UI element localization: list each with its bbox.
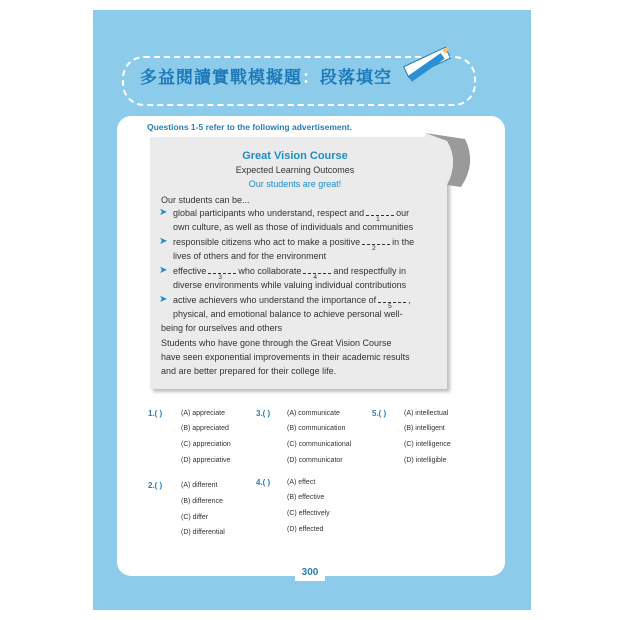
question-5-label: 5.( ): [372, 409, 387, 418]
question-3-option-c[interactable]: (C) communicational: [287, 441, 352, 448]
title-subtitle: 段落填空: [320, 68, 392, 88]
page-title: [140, 63, 392, 88]
question-4-option-a[interactable]: (A) effect: [287, 479, 316, 486]
arrow-icon: ➤: [159, 236, 168, 247]
blank-number: 1: [376, 216, 380, 223]
ad-tagline: Our students are great!: [248, 179, 342, 189]
bullet-2-line-1: [173, 237, 415, 252]
title-colon: ：: [302, 68, 320, 88]
bullet-text: in the: [392, 237, 415, 247]
bullet-text: our: [396, 208, 410, 218]
page-number: 300: [295, 565, 325, 581]
question-4-label: 4.( ): [256, 478, 271, 487]
closing-line-1: Students who have gone through the Great Vision Course: [161, 338, 392, 348]
question-2-option-c[interactable]: (C) differ: [181, 514, 209, 521]
arrow-icon: ➤: [159, 207, 168, 218]
bullet-text: active achievers who understand the importance of: [173, 295, 377, 305]
bullet-4-line-3: being for ourselves and others: [161, 323, 283, 333]
question-4-option-d[interactable]: (D) effected: [287, 526, 324, 533]
question-5-option-c[interactable]: (C) intelligence: [404, 441, 451, 448]
blank-5: [378, 295, 406, 310]
ad-intro: Our students can be...: [161, 195, 250, 205]
question-3-label: 3.( ): [256, 409, 271, 418]
ad-subtitle: Expected Learning Outcomes: [235, 165, 355, 175]
blank-number: 2: [372, 245, 376, 252]
question-2-option-d[interactable]: (D) differential: [181, 529, 225, 536]
question-2-label: 2.( ): [148, 481, 163, 490]
bullet-2-line-2: lives of others and for the environment: [173, 251, 327, 261]
blank-number: 3: [218, 274, 222, 281]
question-1-label: 1.( ): [148, 409, 163, 418]
blank-number: 5: [388, 303, 392, 310]
arrow-icon: ➤: [159, 294, 168, 305]
bullet-4-line-1: [173, 295, 411, 310]
bullet-text: global participants who understand, respect and: [173, 208, 365, 218]
bullet-3-line-1: [173, 266, 406, 281]
question-1-option-d[interactable]: (D) appreciative: [181, 457, 231, 464]
question-2-option-a[interactable]: (A) different: [181, 482, 218, 489]
question-4-option-b[interactable]: (B) effective: [287, 494, 325, 501]
bullet-text: and respectfully in: [333, 266, 406, 276]
question-4-option-c[interactable]: (C) effectively: [287, 510, 330, 517]
question-1-option-a[interactable]: (A) appreciate: [181, 410, 225, 417]
blank-3: [208, 266, 236, 281]
question-3-option-d[interactable]: (D) communicator: [287, 457, 343, 464]
title-main: 多益閱讀實戰模擬題: [140, 68, 302, 88]
question-3-option-b[interactable]: (B) communication: [287, 425, 346, 432]
question-1-option-c[interactable]: (C) appreciation: [181, 441, 231, 448]
question-3-option-a[interactable]: (A) communicate: [287, 410, 340, 417]
closing-line-3: and are better prepared for their college life.: [161, 366, 337, 376]
pencil-ruler-icon: [398, 42, 458, 92]
ad-title: Great Vision Course: [242, 150, 348, 162]
bullet-4-line-2: physical, and emotional balance to achieve personal well-: [173, 309, 403, 319]
question-2-option-b[interactable]: (B) difference: [181, 498, 223, 505]
blank-1: [366, 208, 394, 223]
bullet-text: who collaborate: [238, 266, 302, 276]
bullet-1-line-2: own culture, as well as those of individuals and communities: [173, 222, 414, 232]
bullet-3-line-2: diverse environments while valuing individual contributions: [173, 280, 407, 290]
arrow-icon: ➤: [159, 265, 168, 276]
question-1-option-b[interactable]: (B) appreciated: [181, 425, 229, 432]
question-5-option-a[interactable]: (A) intellectual: [404, 410, 449, 417]
blank-number: 4: [313, 274, 318, 281]
bullet-text: effective: [173, 266, 207, 276]
bullet-text: responsible citizens who act to make a positive: [173, 237, 361, 247]
bullet-text: ,: [408, 295, 411, 305]
blank-2: [362, 237, 390, 252]
closing-line-2: have seen exponential improvements in their academic results: [161, 352, 410, 362]
bullet-1-line-1: [173, 208, 410, 223]
question-5-option-d[interactable]: (D) intelligible: [404, 457, 447, 464]
blank-4: [303, 266, 331, 281]
instruction: Questions 1-5 refer to the following advertisement.: [147, 122, 352, 132]
question-5-option-b[interactable]: (B) intelligent: [404, 425, 445, 432]
